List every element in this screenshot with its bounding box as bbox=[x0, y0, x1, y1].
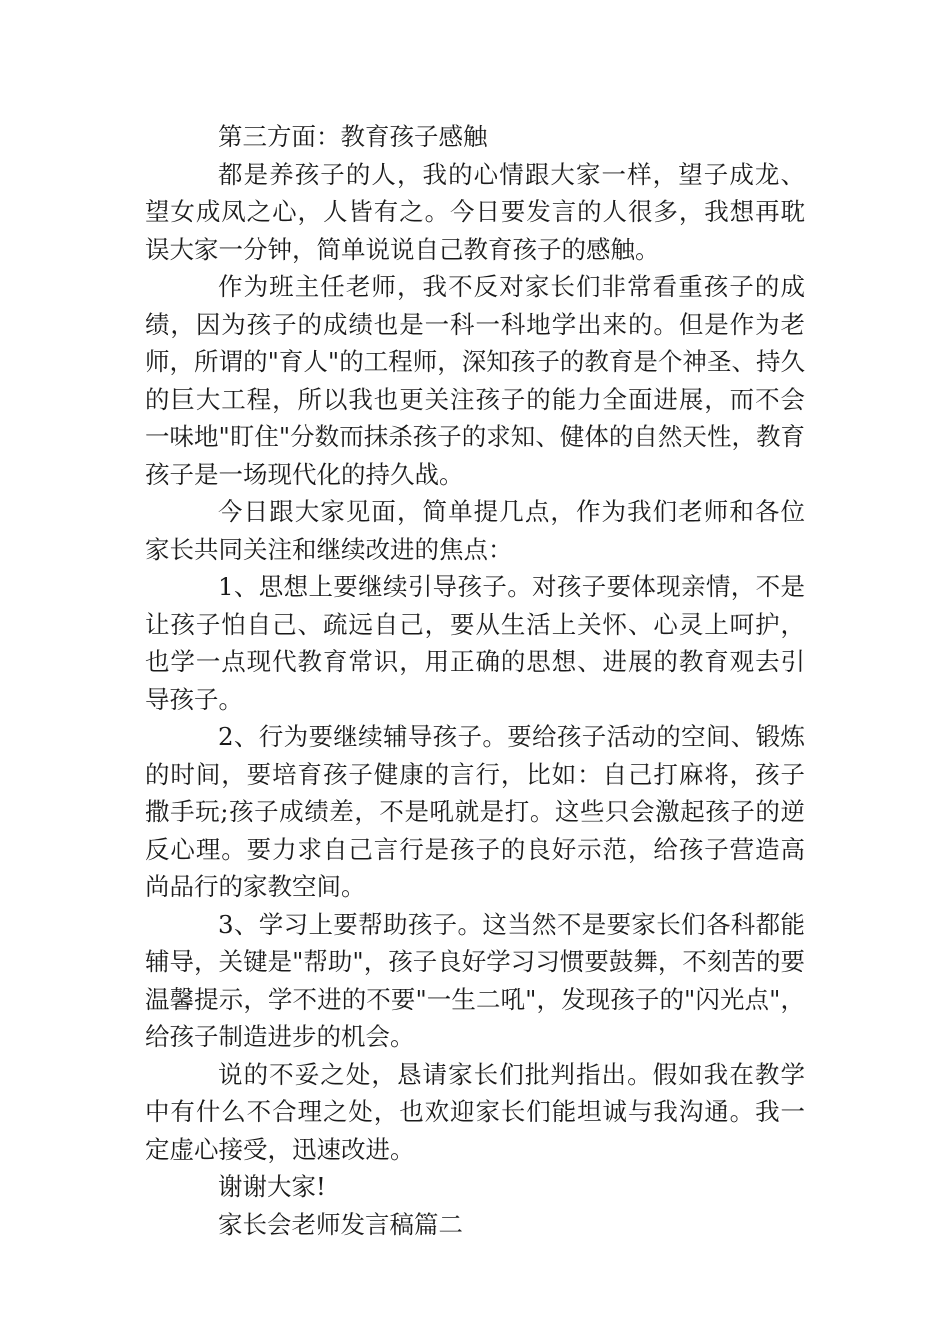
list-item-thought: 1、思想上要继续引导孩子。对孩子要体现亲情，不是让孩子怕自己、疏远自己，要从生活上关怀、心灵上呵护，也学一点现代教育常识，用正确的思想、进展的教育观去引导孩子。 bbox=[145, 572, 805, 714]
paragraph-focus-points: 今日跟大家见面，简单提几点，作为我们老师和各位家长共同关注和继续改进的焦点： bbox=[145, 497, 805, 564]
paragraph-closing: 说的不妥之处，恳请家长们批判指出。假如我在教学中有什么不合理之处，也欢迎家长们能坦诚与我沟通。我一定虚心接受，迅速改进。 bbox=[145, 1059, 805, 1164]
thanks-line: 谢谢大家! bbox=[218, 1172, 326, 1201]
paragraph-intro: 都是养孩子的人，我的心情跟大家一样，望子成龙、望女成凤之心，人皆有之。今日要发言的人很多，我想再耽误大家一分钟，简单说说自己教育孩子的感触。 bbox=[145, 159, 805, 264]
document-body bbox=[145, 118, 805, 1243]
paragraph-teacher-view: 作为班主任老师，我不反对家长们非常看重孩子的成绩，因为孩子的成绩也是一科一科地学出来的。但是作为老师，所谓的"育人"的工程师，深知孩子的教育是个神圣、持久的巨大工程，所以我也更关注孩子的能力全面进展，而不会一味地"盯住"分数而抹杀孩子的求知、健体的自然天性，教育孩子是一场现代化的持久战。 bbox=[145, 272, 805, 489]
list-item-study: 3、学习上要帮助孩子。这当然不是要家长们各科都能辅导，关键是"帮助"，孩子良好学习习惯要鼓舞，不刻苦的要温馨提示，学不进的不要"一生二吼"，发现孩子的"闪光点"，给孩子制造进步的机会。 bbox=[145, 909, 805, 1051]
section-heading: 第三方面：教育孩子感触 bbox=[218, 122, 488, 151]
list-item-behavior: 2、行为要继续辅导孩子。要给孩子活动的空间、锻炼的时间，要培育孩子健康的言行，比如：自己打麻将，孩子撒手玩;孩子成绩差，不是吼就是打。这些只会激起孩子的逆反心理。要力求自己言行是孩子的良好示范，给孩子营造高尚品行的家教空间。 bbox=[145, 722, 805, 901]
next-section-title: 家长会老师发言稿篇二 bbox=[218, 1209, 463, 1239]
